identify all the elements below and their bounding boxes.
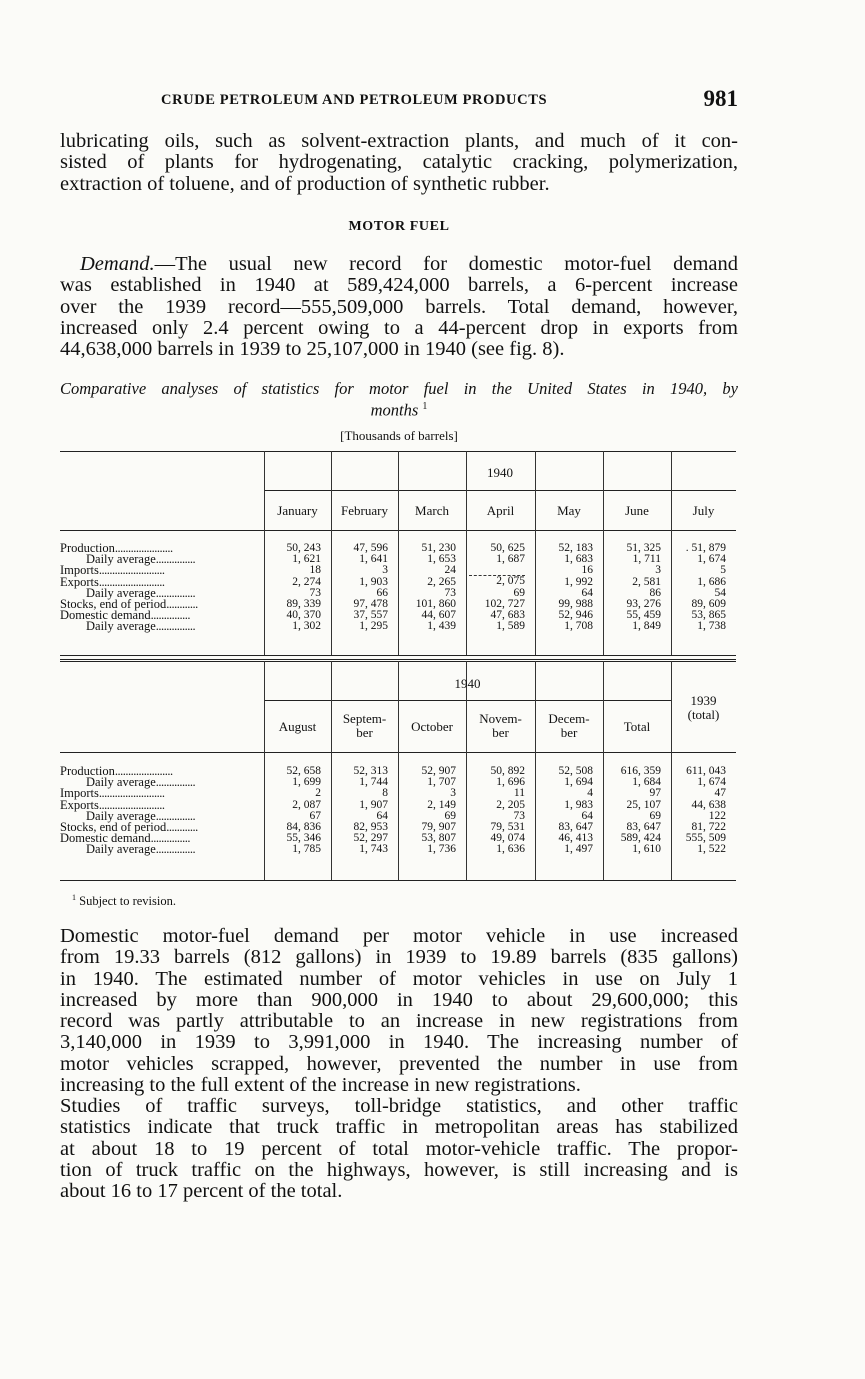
table-cell: 52, 508 <box>558 765 593 777</box>
row-label <box>60 844 198 855</box>
vehicle-demand-paragraph <box>60 926 738 1096</box>
table-cell: 589, 424 <box>620 832 661 845</box>
para2-line: about 16 to 17 percent of the total. <box>60 1180 343 1203</box>
para2-line: at about 18 to 19 percent of total motor-vehicle traffic. The propor- <box>60 1137 738 1160</box>
table2-1939-header: 1939 (total) <box>687 693 720 722</box>
table-cell: 79, 531 <box>490 821 525 834</box>
table1-year-header: 1940 <box>487 465 513 480</box>
page-number: 981 <box>703 86 738 111</box>
table-cell: 52, 658 <box>286 765 321 777</box>
table-cell: 1, 621 <box>292 553 321 566</box>
row-label-text: Stocks, end of period <box>60 597 167 612</box>
table-cell: 11 <box>513 787 525 800</box>
table-cell: 3 <box>450 787 456 800</box>
table-cell: 102, 727 <box>484 597 525 610</box>
row-label-leader: ............... <box>155 552 196 567</box>
table-cell: 101, 860 <box>415 598 456 611</box>
table1-col-header: July <box>692 503 715 518</box>
table2-column <box>686 766 726 856</box>
table-cell: 53, 807 <box>421 832 456 845</box>
table1-col-header: June <box>625 503 649 518</box>
demand-line: was established in 1940 at 589,424,000 barrels, a 6-percent increase <box>60 274 738 297</box>
row-label-leader: ...................... <box>114 541 173 555</box>
caption-line-2 <box>60 398 738 420</box>
para1-line: motor vehicles scrapped, however, prevented the number in use from <box>60 1052 738 1075</box>
para2-line: Studies of traffic surveys, toll-bridge statistics, and other traffic <box>60 1095 738 1117</box>
table-cell: 1, 497 <box>564 843 593 856</box>
table-cell: 50, 892 <box>490 765 525 777</box>
table-cell: 55, 459 <box>626 609 661 622</box>
row-label-text: Daily average <box>86 842 156 857</box>
table-cell: 18 <box>309 564 321 577</box>
table-cell: 2, 075 <box>496 575 525 588</box>
intro-paragraph <box>60 131 738 195</box>
table-cell: 1, 992 <box>564 575 593 588</box>
table-cell: 1, 707 <box>427 776 456 789</box>
table-cell: 1, 610 <box>632 843 661 856</box>
table-cell: 49, 074 <box>490 832 525 845</box>
table2-col-header: Septem- ber <box>342 711 387 740</box>
row-label-leader: ............... <box>155 842 196 857</box>
footnote-mark: 1 <box>72 893 76 902</box>
intro-line: extraction of toluene, and of production of synthetic rubber. <box>60 172 550 195</box>
row-label-leader: ......................... <box>98 574 165 589</box>
table-cell: 1, 736 <box>427 843 456 856</box>
row-label-text: Daily average <box>86 808 156 823</box>
row-label-leader: ......................... <box>98 786 165 801</box>
table2-col-header: October <box>411 719 453 734</box>
table-cell: 1, 903 <box>359 575 388 588</box>
row-label-text: Production <box>60 764 115 778</box>
row-label-text: Daily average <box>86 552 156 567</box>
table-cell: 1, 686 <box>697 575 726 588</box>
table-cell: 64 <box>376 809 388 822</box>
row-label-text: Daily average <box>86 775 156 790</box>
table2-column <box>287 766 322 856</box>
para1-line: 3,140,000 in 1939 to 3,991,000 in 1940. The increasing number of <box>60 1031 738 1054</box>
table-cell: 69 <box>444 809 456 822</box>
table-cell: 25, 107 <box>626 798 661 811</box>
table-cell: 1, 696 <box>496 776 525 789</box>
table2-col-header: August <box>278 719 317 734</box>
row-label-text: Stocks, end of period <box>60 820 167 835</box>
row-label-text: Daily average <box>86 619 156 634</box>
demand-paragraph <box>60 254 738 360</box>
table1-row-labels <box>60 543 198 633</box>
para1-line: increased by more than 900,000 in 1940 to about 29,600,000; this <box>60 988 738 1011</box>
row-label-leader: ............... <box>150 831 190 846</box>
running-title: CRUDE PETROLEUM AND PETROLEUM PRODUCTS <box>161 92 548 108</box>
table-cell: 73 <box>513 809 525 822</box>
table-cell: 55, 346 <box>286 832 321 845</box>
table-cell: 1, 744 <box>359 776 388 789</box>
table2-row-labels <box>60 766 198 856</box>
table-cell: 83, 647 <box>626 821 661 834</box>
table-cell: 44, 638 <box>691 798 726 811</box>
table-cell: 1, 687 <box>496 553 525 566</box>
table-cell: 81, 722 <box>691 821 726 834</box>
table2-vrule <box>264 661 265 880</box>
row-label-leader: ...................... <box>114 764 173 778</box>
table2-bottom-rule <box>60 880 736 881</box>
table-cell: 1, 711 <box>632 553 661 566</box>
row-label-text: Daily average <box>86 585 156 600</box>
table2-col-header: Novem- ber <box>479 711 522 740</box>
table-cell: 73 <box>444 586 456 599</box>
table1-column <box>559 543 594 633</box>
table2-vrule <box>603 661 604 880</box>
table-cell: 51, 230 <box>421 542 456 554</box>
table-cell: 1, 522 <box>697 843 726 856</box>
table-cell: 1, 907 <box>359 798 388 811</box>
footnote-text: Subject to revision. <box>76 894 176 909</box>
demand-line: over the 1939 record—555,509,000 barrels. Total demand, however, <box>60 295 738 318</box>
table-cell: . 51, 879 <box>685 542 726 554</box>
table-cell: 52, 946 <box>558 609 593 622</box>
row-label-leader: ............... <box>150 608 190 623</box>
table-cell: 2, 581 <box>632 575 661 588</box>
table-cell: 83, 647 <box>558 821 593 834</box>
para1-line: increasing to the full extent of the increase in new registrations. <box>60 1074 581 1097</box>
table-cell: 1, 785 <box>292 843 321 856</box>
table-cell: 16 <box>581 564 593 577</box>
table-cell: 73 <box>309 586 321 599</box>
table-cell: 1, 683 <box>564 553 593 566</box>
table1-vrule <box>466 451 467 655</box>
table-cell: 1, 694 <box>564 776 593 789</box>
row-label-text: Exports <box>60 797 99 812</box>
table2-col-header: Decem- ber <box>548 711 590 740</box>
table-cell: 1, 699 <box>292 776 321 789</box>
demand-line-text: —The usual new record for domestic motor-fuel demand <box>154 253 738 275</box>
footnote <box>72 893 176 909</box>
section-heading: MOTOR FUEL <box>348 219 450 234</box>
table-cell: 1, 302 <box>292 620 321 633</box>
table-cell: 1, 641 <box>359 553 388 566</box>
row-label-leader: ............ <box>166 820 198 835</box>
demand-line <box>60 254 738 275</box>
table-cell: 2, 087 <box>292 798 321 811</box>
table1-vrule <box>264 451 265 655</box>
table-cell: 1, 674 <box>697 553 726 566</box>
table-cell: 2, 265 <box>427 575 456 588</box>
table-cell: 99, 988 <box>558 598 593 611</box>
table-cell: 64 <box>581 809 593 822</box>
table-cell: 1, 849 <box>632 620 661 633</box>
table-cell: 555, 509 <box>685 832 726 845</box>
table2-year-rule <box>264 700 671 701</box>
row-label-text: Imports <box>60 786 99 801</box>
para1-line: in 1940. The estimated number of motor vehicles in use on July 1 <box>60 967 738 990</box>
table-cell: 52, 907 <box>421 765 456 777</box>
row-label-leader: ............... <box>155 585 196 600</box>
table-cell: 1, 743 <box>359 843 388 856</box>
table-cell: 82, 953 <box>353 821 388 834</box>
table2-year-header: 1940 <box>454 676 481 691</box>
table1-bottom-rule-2 <box>60 659 736 660</box>
table1-column <box>686 543 726 633</box>
table-cell: 86 <box>649 586 661 599</box>
table-cell: 8 <box>382 787 388 800</box>
table-cell: 24 <box>444 564 456 577</box>
table2-column <box>491 766 526 856</box>
table-cell: 52, 313 <box>353 765 388 777</box>
table1-bottom-rule <box>60 655 736 656</box>
table-cell: 2, 205 <box>496 798 525 811</box>
row-label-text: Imports <box>60 563 99 578</box>
table-cell: 2, 149 <box>427 798 456 811</box>
table1-col-header: April <box>486 503 515 518</box>
table2-column <box>354 766 389 856</box>
table1-column <box>354 543 389 633</box>
para2-line: statistics indicate that truck traffic in metropolitan areas has stabilized <box>60 1116 738 1139</box>
table-cell: 50, 243 <box>286 542 321 554</box>
table-cell: 97, 478 <box>353 598 388 611</box>
table1-vrule <box>331 451 332 655</box>
table-cell: 69 <box>513 586 525 599</box>
table-cell: 69 <box>649 809 661 822</box>
table-cell: 50, 625 <box>490 542 525 554</box>
table1-vrule <box>671 451 672 655</box>
table-cell: 1, 738 <box>697 620 726 633</box>
table-cell: 1, 295 <box>359 620 388 633</box>
table-cell: 47, 596 <box>353 542 388 554</box>
table2-column <box>621 766 661 856</box>
table-cell: 5 <box>720 564 726 577</box>
table1-col-header: May <box>557 503 581 518</box>
row-label-leader: ............... <box>155 808 196 823</box>
table-cell: 1, 684 <box>632 776 661 789</box>
table-cell: 93, 276 <box>626 598 661 611</box>
table1-vrule <box>535 451 536 655</box>
table-cell: 52, 297 <box>353 832 388 845</box>
table1-column <box>287 543 322 633</box>
row-label-text: Exports <box>60 574 99 589</box>
table-cell: 89, 609 <box>691 598 726 611</box>
table-cell: 40, 370 <box>286 609 321 622</box>
table-cell: 47 <box>714 787 726 800</box>
table-cell: 1, 674 <box>697 776 726 789</box>
table2-vrule <box>331 661 332 880</box>
row-label-leader: ............... <box>155 619 196 634</box>
running-head <box>60 88 738 114</box>
table-cell: 44, 607 <box>421 609 456 622</box>
table2-col-header: Total <box>623 719 651 734</box>
table-cell: 52, 183 <box>558 542 593 554</box>
table1-vrule <box>603 451 604 655</box>
table-units: [Thousands of barrels] <box>340 428 458 443</box>
table1-column <box>469 543 525 632</box>
table1-year-rule <box>264 490 736 491</box>
table-cell: 66 <box>376 586 388 599</box>
table-cell: 79, 907 <box>421 821 456 834</box>
table-cell: 1, 439 <box>427 620 456 633</box>
row-label-text: Production <box>60 541 115 555</box>
table-caption <box>60 380 738 420</box>
truck-traffic-paragraph <box>60 1096 738 1202</box>
table-cell: 46, 413 <box>558 832 593 845</box>
demand-lead: Demand. <box>80 253 155 275</box>
caption-line-1: Comparative analyses of statistics for motor fuel in the United States in 1940, by <box>60 379 738 398</box>
table-cell: 2 <box>315 787 321 800</box>
table-cell: 89, 339 <box>286 598 321 611</box>
row-label-leader: ......................... <box>98 563 165 578</box>
table-cell: 616, 359 <box>620 765 661 777</box>
table2-vrule <box>535 661 536 880</box>
table-cell: 97 <box>649 787 661 800</box>
table2-vrule <box>398 661 399 880</box>
intro-line: sisted of plants for hydrogenating, catalytic cracking, polymerization, <box>60 151 738 174</box>
row-label-leader: ......................... <box>98 797 165 812</box>
table-cell: 1, 708 <box>564 620 593 633</box>
table1-column <box>416 543 456 633</box>
table1-vrule <box>398 451 399 655</box>
demand-line: 44,638,000 barrels in 1939 to 25,107,000 in 1940 (see fig. 8). <box>60 338 565 361</box>
table-cell: 1, 653 <box>427 553 456 566</box>
table2-column <box>559 766 594 856</box>
para1-line: Domestic motor-fuel demand per motor vehicle in use increased <box>60 925 738 947</box>
table1-col-header: February <box>341 503 388 518</box>
table-cell: 1, 589 <box>496 620 525 633</box>
table-cell: 47, 683 <box>490 609 525 622</box>
table-cell: 3 <box>655 564 661 577</box>
para1-line: from 19.33 barrels (812 gallons) in 1939 to 19.89 barrels (835 gallons) <box>60 946 738 969</box>
row-label-text: Domestic demand <box>60 608 151 623</box>
table-cell: 67 <box>309 809 321 822</box>
table-cell: 4 <box>587 787 593 800</box>
intro-line: lubricating oils, such as solvent-extraction plants, and much of it con- <box>60 130 738 152</box>
table-cell: 122 <box>708 809 726 822</box>
demand-line: increased only 2.4 percent owing to a 44-percent drop in exports from <box>60 316 738 339</box>
table1-col-header: March <box>415 503 449 518</box>
table-cell: 611, 043 <box>686 765 726 777</box>
table-cell: 1, 983 <box>564 798 593 811</box>
table-cell: 84, 836 <box>286 821 321 834</box>
table-cell: 51, 325 <box>626 542 661 554</box>
table-cell: 1, 636 <box>496 843 525 856</box>
table-cell: 3 <box>382 564 388 577</box>
table1-col-header: January <box>277 503 318 518</box>
table-cell: 53, 865 <box>691 609 726 622</box>
caption-footnote-mark: 1 <box>422 401 428 412</box>
row-label <box>60 621 198 632</box>
para1-line: record was partly attributable to an increase in new registrations from <box>60 1010 738 1033</box>
row-label-leader: ............ <box>166 597 198 612</box>
table2-column <box>422 766 457 856</box>
row-label-leader: ............... <box>155 775 196 790</box>
table1-column <box>627 543 662 633</box>
row-label-text: Domestic demand <box>60 831 151 846</box>
caption-months: months <box>370 400 419 420</box>
table2-vrule <box>466 661 467 880</box>
table-cell: 37, 557 <box>353 609 388 622</box>
table-cell: 54 <box>714 586 726 599</box>
table-cell: 64 <box>581 586 593 599</box>
para2-line: tion of truck traffic on the highways, however, is still increasing and is <box>60 1158 738 1181</box>
table-cell: 2, 274 <box>292 575 321 588</box>
